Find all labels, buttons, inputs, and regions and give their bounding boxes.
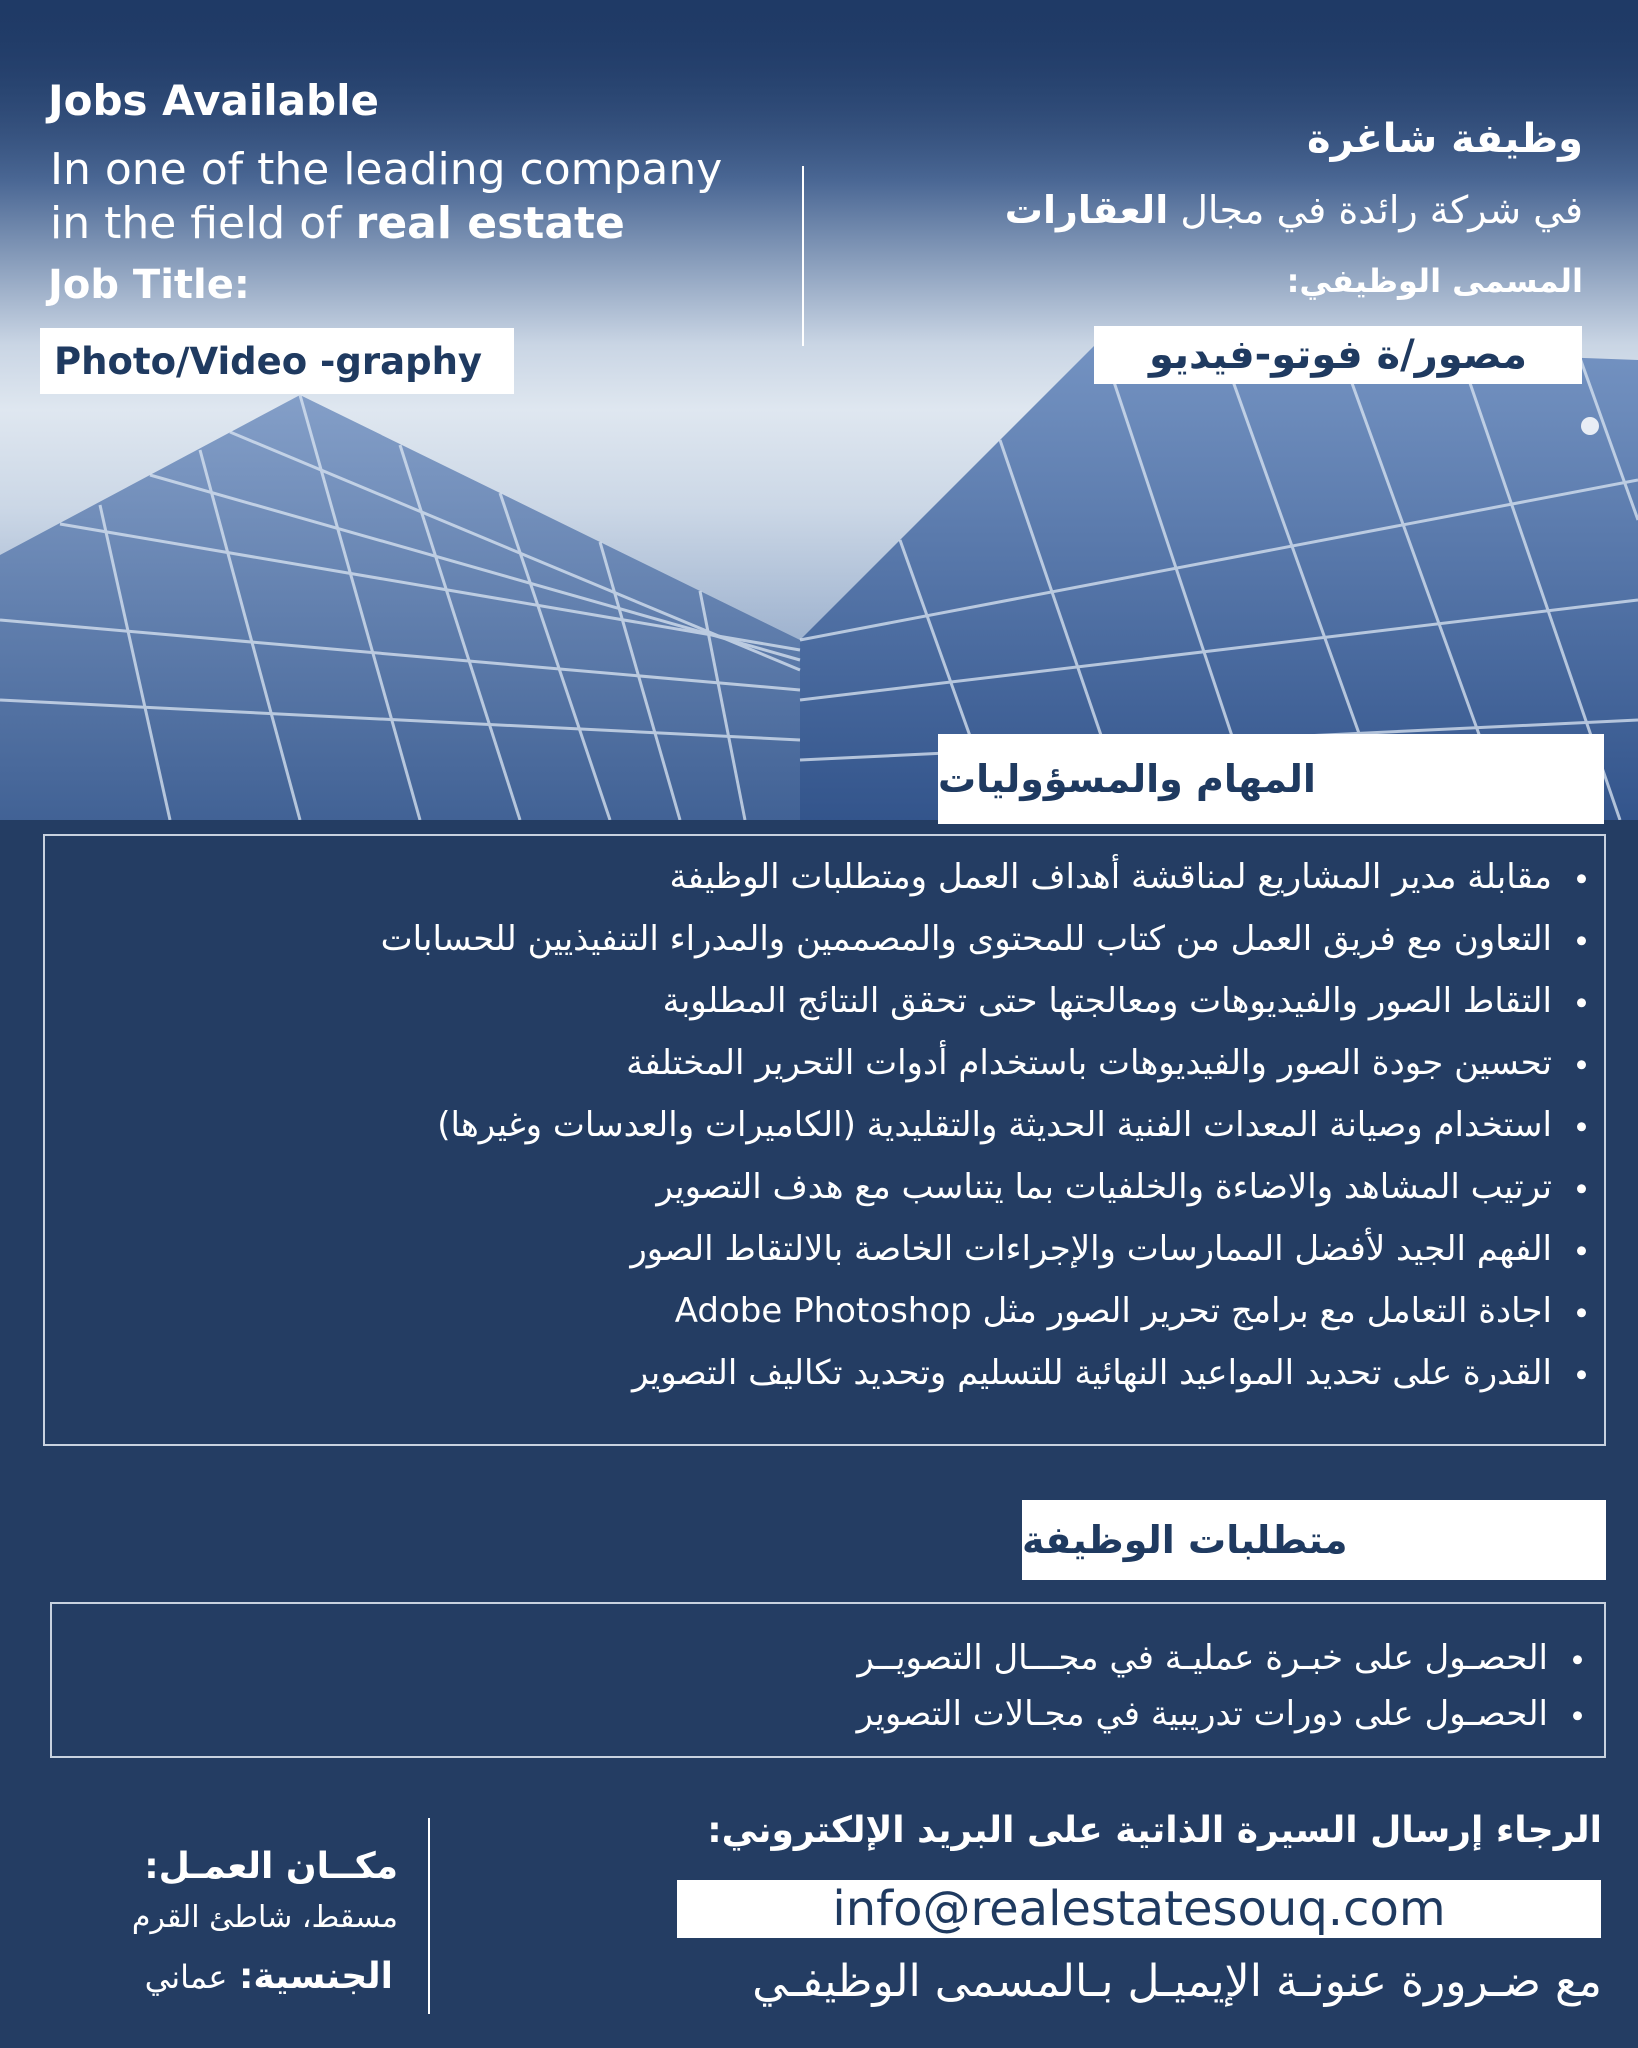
task-item: التعاون مع فريق العمل من كتاب للمحتوى والمصممين والمدراء التنفيذيين للحسابات: [381, 908, 1552, 970]
requirements-heading: متطلبات الوظيفة: [1022, 1518, 1348, 1562]
english-field-bold: real estate: [355, 198, 625, 249]
requirements-heading-tab: [1022, 1500, 1606, 1580]
english-job-title-box: [40, 328, 514, 394]
arabic-job-title-label: المسمى الوظيفي:: [1286, 262, 1583, 300]
task-item: اجادة التعامل مع برامج تحرير الصور مثل Adobe Photoshop: [381, 1280, 1552, 1342]
english-heading: Jobs Available: [48, 76, 379, 125]
email-subject-note: مع ضـرورة عنونـة الإيميـل بـالمسمى الوظيفـي: [752, 1956, 1602, 2007]
tasks-heading: المهام والمسؤوليات: [938, 757, 1316, 801]
nationality-value: عماني: [144, 1958, 228, 1996]
english-job-title-label: Job Title:: [48, 262, 250, 308]
task-item: الفهم الجيد لأفضل الممارسات والإجراءات الخاصة بالالتقاط الصور: [381, 1218, 1552, 1280]
requirement-item: الحصـول على دورات تدريبية في مجـالات التصوير: [857, 1686, 1548, 1742]
email-box: [677, 1880, 1601, 1938]
tasks-list: [381, 846, 1552, 1404]
task-item: القدرة على تحديد المواعيد النهائية للتسليم وتحديد تكاليف التصوير: [381, 1342, 1552, 1404]
footer-divider: [428, 1818, 430, 2014]
email-link[interactable]: info@realestatesouq.com: [832, 1881, 1446, 1937]
tasks-heading-tab: [938, 734, 1604, 824]
arabic-subtitle-bold: العقارات: [1004, 188, 1169, 232]
header-divider: [802, 166, 804, 346]
nationality-line: [145, 1956, 393, 1997]
arabic-subtitle-prefix: في شركة رائدة في مجال: [1168, 188, 1583, 232]
task-item: تحسين جودة الصور والفيديوهات باستخدام أدوات التحرير المختلفة: [381, 1032, 1552, 1094]
nationality-label: الجنسية:: [238, 1956, 393, 1997]
english-job-title-value: Photo/Video -graphy: [54, 339, 483, 383]
requirements-list: [857, 1630, 1548, 1742]
task-item: ترتيب المشاهد والاضاءة والخلفيات بما يتناسب مع هدف التصوير: [381, 1156, 1552, 1218]
task-item: مقابلة مدير المشاريع لمناقشة أهداف العمل ومتطلبات الوظيفة: [381, 846, 1552, 908]
requirement-item: الحصـول على خبـرة عمليـة في مجـــال التصويــر: [857, 1630, 1548, 1686]
english-field-prefix: in the field of: [50, 198, 356, 249]
english-company-line: In one of the leading company: [50, 144, 723, 195]
english-field-line: [50, 198, 625, 249]
task-item: استخدام وصيانة المعدات الفنية الحديثة والتقليدية (الكاميرات والعدسات وغيرها): [381, 1094, 1552, 1156]
arabic-job-title-value: مصور/ة فوتو-فيديو: [1148, 332, 1528, 378]
workplace-label: مكــان العمـل:: [144, 1846, 398, 1887]
arabic-subtitle: [1005, 188, 1583, 232]
arabic-heading: وظيفة شاغرة: [1306, 116, 1583, 162]
workplace-value: مسقط، شاطئ القرم: [131, 1900, 398, 1935]
task-item: التقاط الصور والفيديوهات ومعالجتها حتى تحقق النتائج المطلوبة: [381, 970, 1552, 1032]
apply-instruction: الرجاء إرسال السيرة الذاتية على البريد الإلكتروني:: [707, 1810, 1602, 1851]
arabic-job-title-box: [1094, 326, 1582, 384]
